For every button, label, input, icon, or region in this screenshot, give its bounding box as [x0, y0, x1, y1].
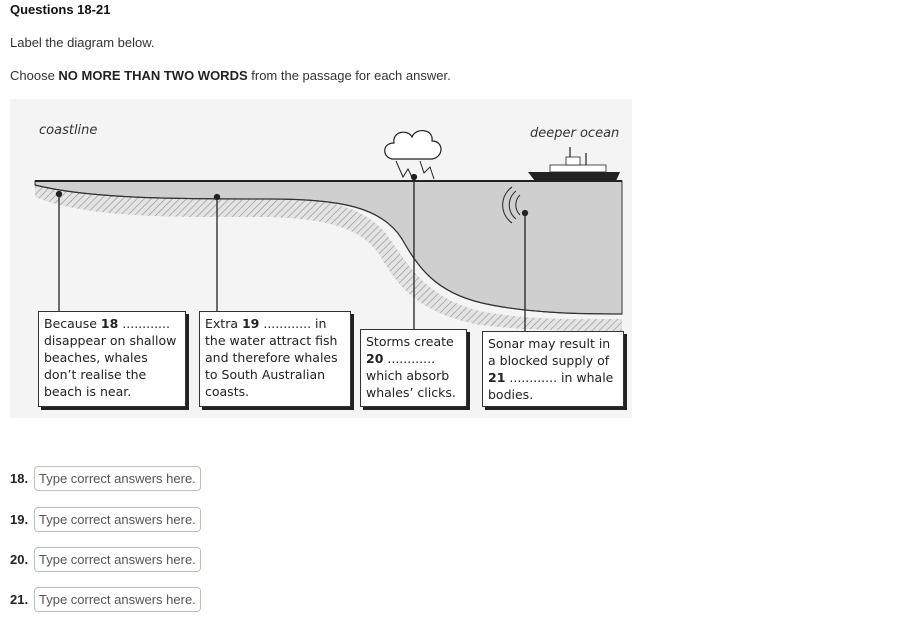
ocean-diagram [10, 99, 632, 418]
label-box-20 [360, 329, 467, 407]
deeper-ocean-label: deeper ocean [530, 126, 620, 141]
box-20-number: 20 [366, 351, 384, 366]
coastline-label: coastline [39, 123, 98, 138]
instruction-word-limit [10, 68, 451, 83]
box-18-number: 18 [100, 316, 119, 331]
label-box-19 [199, 311, 351, 407]
label-box-21 [482, 331, 624, 407]
box-19-pre: Extra [205, 316, 242, 331]
box-20-post: ............ which absorb whales’ clicks. [366, 351, 456, 400]
answer-row-19 [10, 507, 201, 532]
box-21-number: 21 [488, 370, 506, 385]
box-19-number: 19 [241, 316, 260, 331]
answer-row-21 [10, 587, 201, 612]
box-18-post: ............ disappear on shallow beaches, whales don’t realise the beach is near. [44, 316, 177, 399]
answer-row-18 [10, 466, 201, 491]
instruction-label-diagram: Label the diagram below. [10, 35, 155, 50]
answer-input-20[interactable] [34, 547, 201, 572]
label-box-18 [38, 311, 186, 407]
answer-number: 21. [10, 592, 29, 607]
questions-title: Questions 18-21 [10, 2, 111, 17]
answer-input-21[interactable] [34, 587, 201, 612]
answer-number: 19. [10, 512, 29, 527]
box-18-pre: Because [44, 316, 101, 331]
box-21-post: ............ in whale bodies. [488, 370, 614, 402]
box-19-post: ............ in the water attract fish and therefore whales to South Australian coasts. [205, 316, 338, 399]
box-20-pre: Storms create [366, 334, 454, 349]
ship-icon [528, 147, 620, 181]
answer-number: 20. [10, 552, 29, 567]
word-limit-bold: NO MORE THAN TWO WORDS [58, 68, 248, 83]
storm-cloud-icon [385, 131, 441, 181]
answer-number: 18. [10, 471, 29, 486]
answer-input-19[interactable] [34, 507, 201, 532]
word-limit-post: from the passage for each answer. [247, 68, 451, 83]
word-limit-pre: Choose [10, 68, 59, 83]
answer-input-18[interactable] [34, 466, 201, 491]
answer-row-20 [10, 547, 201, 572]
box-21-pre: Sonar may result in a blocked supply of [488, 336, 611, 368]
